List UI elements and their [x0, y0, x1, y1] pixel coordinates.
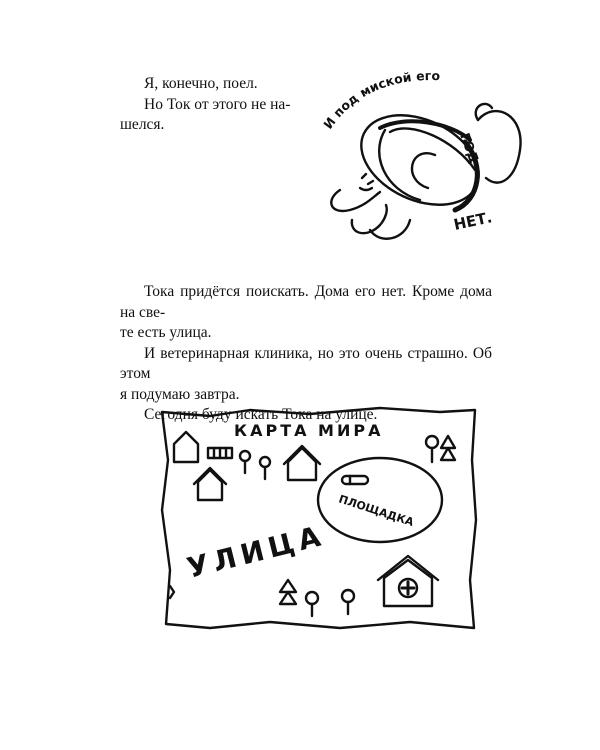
map-title: КАРТА МИРА — [234, 421, 384, 440]
bowl-caption-god: ГОД — [456, 131, 481, 166]
text-line: Я, конечно, поел. — [144, 75, 258, 92]
bowl-caption-net: НЕТ. — [452, 208, 494, 234]
text-line: шелся. — [120, 116, 165, 133]
bowl-illustration — [310, 60, 540, 260]
house-icon — [174, 432, 198, 462]
map-street-label: УЛИЦА — [183, 518, 329, 585]
text-line: Но Ток от этого не на- — [144, 95, 291, 113]
text-line: те есть улица. — [120, 324, 212, 341]
text-line: Сегодня буду искать Тока на улице. — [144, 406, 378, 423]
top-paragraph — [120, 74, 310, 136]
text-line: я подумаю завтра. — [120, 385, 240, 403]
text-line: И ветеринарная клиника, но это очень страшно. Об этом — [120, 344, 492, 382]
bowl-caption-arc: И под миской его — [320, 67, 441, 132]
map-playground-label: ПЛОЩАДКА — [337, 492, 416, 529]
world-map-illustration — [150, 400, 490, 640]
text-line: Тока придётся поискать. Дома его нет. Кроме дома на све- — [120, 283, 492, 321]
